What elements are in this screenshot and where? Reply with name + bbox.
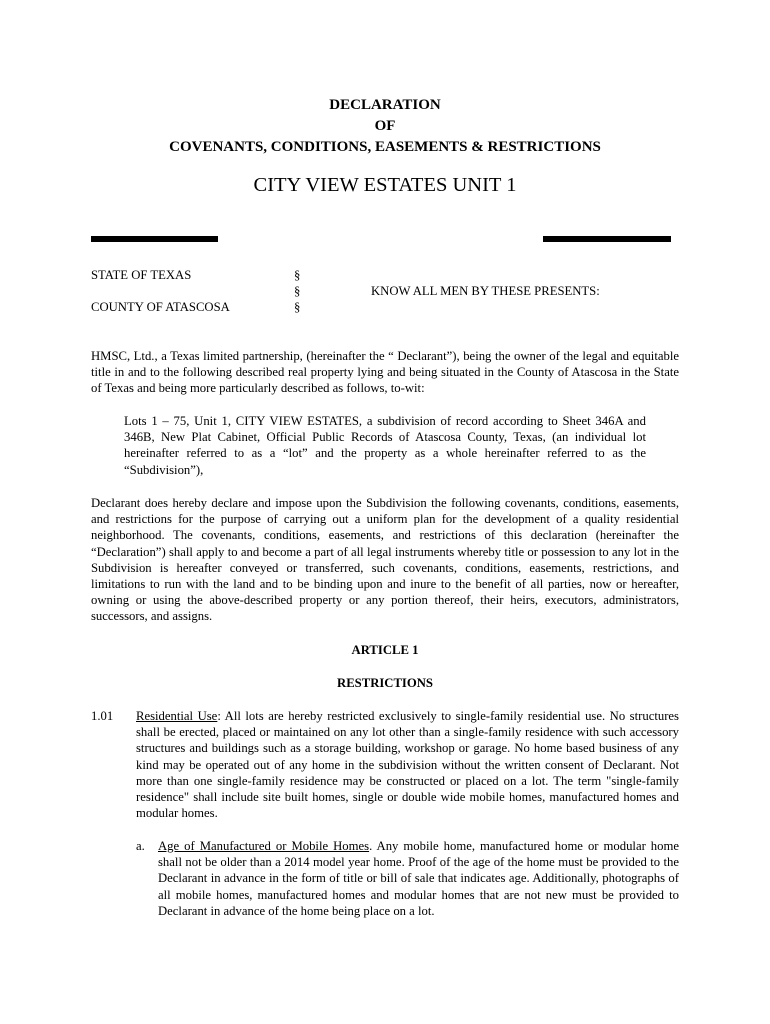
left-rule bbox=[91, 236, 218, 242]
subdivision-title: CITY VIEW ESTATES UNIT 1 bbox=[253, 174, 517, 196]
county-label: COUNTY OF ATASCOSA bbox=[91, 300, 230, 314]
property-description: Lots 1 – 75, Unit 1, CITY VIEW ESTATES, a subdivision of record according to Sheet 346A and 346B, New Plat Cabinet, Official Public Records of Atascosa County, Texas, (an individual lot hereinafter referred to as a “lot” and the property as a whole hereinafter referred to as the “Subdivision”), bbox=[124, 414, 646, 477]
section-1-01 bbox=[136, 708, 679, 821]
section-number: 1.01 bbox=[91, 709, 114, 723]
section-mark-1: § bbox=[294, 268, 301, 282]
heading-line-1: DECLARATION bbox=[329, 97, 441, 113]
section-body: : All lots are hereby restricted exclusively to single-family residential use. No structures shall be erected, placed or maintained on any lot other than a single-family residence with such accessory structures and buildings such as a storage building, workshop or garage. No home based business of any kind may be operated out of any home in the subdivision without the written consent of Declarant. Not more than one single-family residence may be constructed or placed on a lot. The term "single-family residence" shall include site built homes, single or double wide mobile homes, manufactured homes and modular homes. bbox=[136, 709, 679, 821]
article-label: ARTICLE 1 bbox=[351, 643, 419, 657]
section-mark-3: § bbox=[294, 300, 301, 314]
subsection-body: . Any mobile home, manufactured home or modular home shall not be older than a 2014 model year home. Proof of the age of the home must be provided to the Declarant in advance in the form of title or bill of sale that indicates age. Additionally, photographs of all mobile homes, manufactured homes and modular homes that are not new must be provided to Declarant in advance of the home being place on a lot. bbox=[158, 839, 679, 918]
state-label: STATE OF TEXAS bbox=[91, 268, 192, 282]
subsection-label: a. bbox=[136, 839, 145, 853]
heading-line-3: COVENANTS, CONDITIONS, EASEMENTS & RESTRICTIONS bbox=[169, 139, 601, 155]
right-rule bbox=[543, 236, 671, 242]
declaration-paragraph: Declarant does hereby declare and impose upon the Subdivision the following covenants, conditions, easements, and restrictions for the purpose of carrying out a uniform plan for the development of a quality residential neighborhood. The covenants, conditions, easements, and restrictions of this declaration (hereinafter the “Declaration”) shall apply to and become a part of all legal instruments whereby title or possession to any lot in the Subdivision is hereafter conveyed or transferred, such covenants, conditions, easements, restrictions, and limitations to run with the land and to be binding upon and inure to the benefit of all parties, now or hereafter, owning or using the above-described property or any portion thereof, their heirs, executors, administrators, successors, and assigns. bbox=[91, 496, 679, 624]
section-mark-2: § bbox=[294, 284, 301, 298]
article-title: RESTRICTIONS bbox=[337, 676, 433, 690]
section-heading: Residential Use bbox=[136, 709, 218, 723]
document-heading bbox=[0, 95, 770, 158]
heading-line-2: OF bbox=[374, 118, 396, 134]
subsection-heading: Age of Manufactured or Mobile Homes bbox=[158, 839, 370, 853]
subsection-a bbox=[158, 838, 679, 919]
intro-paragraph: HMSC, Ltd., a Texas limited partnership, (hereinafter the “ Declarant”), being the owner of the legal and equitable title in and to the following described real property lying and being situated in the County of Atascosa in the State of Texas and being more particularly described as follows, to-wit: bbox=[91, 349, 679, 396]
know-all-men: KNOW ALL MEN BY THESE PRESENTS: bbox=[371, 284, 600, 298]
